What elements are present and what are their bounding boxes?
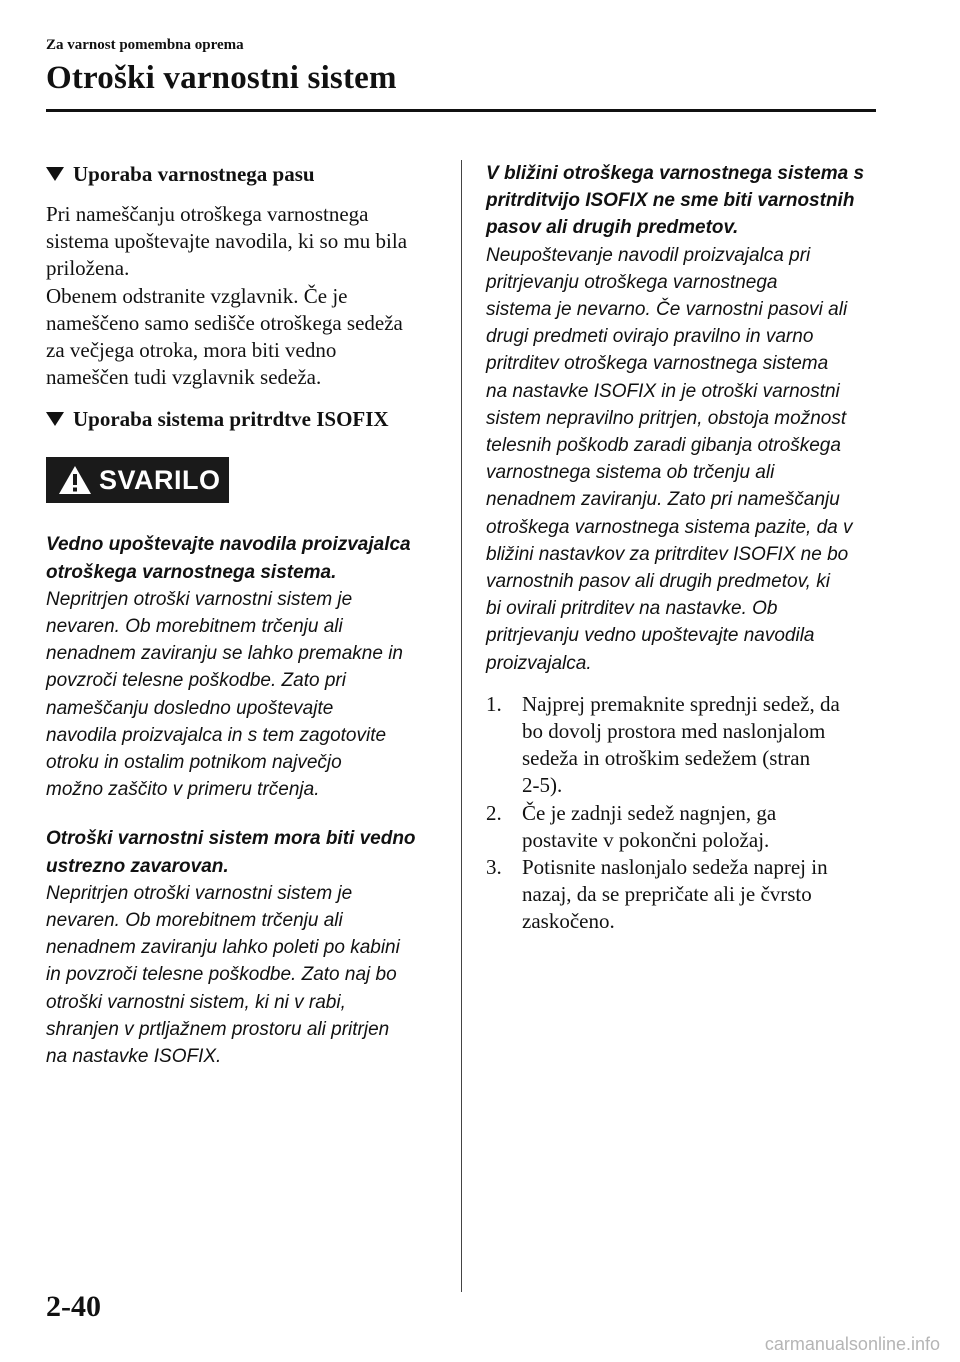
page-title: Otroški varnostni sistem	[46, 60, 397, 96]
text-line: navodila proizvajalca in s tem zagotovite	[46, 724, 387, 746]
text-line: na nastavke ISOFIX in je otroški varnostni	[486, 380, 840, 402]
text-line: nazaj, da se prepričate ali je čvrsto	[522, 882, 812, 907]
text-line: pritrditev otroškega varnostnega sistema	[486, 353, 829, 375]
text-line: otroku in ostalim potnikom največjo	[46, 752, 342, 774]
text-line: Pri nameščanju otroškega varnostnega	[46, 202, 369, 226]
text-line: na nastavke ISOFIX.	[46, 1046, 222, 1068]
seatbelt-paragraph	[46, 201, 441, 391]
text-line: sistema je nevarno. Če varnostni pasovi ali	[486, 299, 848, 321]
text-line: pritrjevanju otroškega varnostnega	[486, 271, 778, 293]
section-heading-isofix	[46, 405, 441, 433]
text-line: drugi predmeti ovirajo pravilno in varno	[486, 326, 814, 348]
text-line: postavite v pokončni položaj.	[522, 827, 770, 852]
text-line: Vedno upoštevajte navodila proizvajalca	[46, 534, 411, 556]
text-line: zaskočeno.	[522, 909, 615, 934]
step-text	[522, 800, 886, 854]
text-line: nameščeno samo sedišče otroškega sedeža	[46, 310, 403, 335]
text-line: Potisnite naslonjalo sedeža naprej in	[522, 855, 828, 880]
text-line: Neupoštevanje navodil proizvajalca pri	[486, 244, 811, 266]
watermark: carmanualsonline.info	[764, 1334, 940, 1354]
text-line: nevaren. Ob morebitnem trčenju ali	[46, 616, 343, 638]
text-line: nenadnem zaviranju se lahko premakne in	[46, 643, 403, 665]
text-line: Obenem odstranite vzglavnik. Če je	[46, 283, 348, 308]
text-line: nameščen tudi vzglavnik sedeža.	[46, 365, 322, 390]
section-heading-text: Uporaba sistema pritrdtve ISOFIX	[73, 407, 389, 432]
step-text	[522, 854, 886, 936]
text-line: priložena.	[46, 256, 130, 281]
header-rule	[46, 109, 876, 112]
text-line: otroškega varnostnega sistema.	[46, 561, 337, 583]
text-line: bo dovolj prostora med naslonjalom	[522, 719, 826, 744]
warning-label: SVARILO	[99, 464, 221, 495]
text-line: nevaren. Ob morebitnem trčenju ali	[46, 910, 343, 932]
text-line: možno zaščito v primeru trčenja.	[46, 779, 320, 801]
triangle-bullet-icon	[46, 412, 64, 426]
text-line: shranjen v prtljažnem prostoru ali pritrjen	[46, 1018, 390, 1040]
warning-text-1	[46, 586, 441, 804]
section-heading-seatbelt	[46, 160, 441, 188]
warning-text-2	[46, 880, 441, 1070]
page-number: 2-40	[46, 1290, 101, 1323]
warning-emphasis-2	[46, 825, 441, 879]
text-line: varnostnega sistema ob trčenju ali	[486, 462, 775, 484]
text-line: pritrjevanju vedno upoštevajte navodila	[486, 625, 815, 647]
text-line: bližini nastavkov za pritrditev ISOFIX ne bo	[486, 543, 849, 565]
triangle-bullet-icon	[46, 167, 64, 181]
page-header	[46, 36, 876, 98]
text-line: ustrezno zavarovan.	[46, 855, 229, 877]
list-item	[486, 854, 886, 936]
text-line: pasov ali drugih predmetov.	[486, 217, 739, 239]
text-line: varnostnih pasov ali drugih predmetov, ki	[486, 571, 830, 593]
step-number: 3.	[486, 855, 502, 880]
text-line: nenadnem zaviranju. Zato pri nameščanju	[486, 489, 840, 511]
text-line: otroškega varnostnega sistema pazite, da v	[486, 516, 853, 538]
warning-emphasis-3	[486, 160, 886, 242]
step-text	[522, 691, 886, 800]
text-line: proizvajalca.	[486, 652, 592, 674]
text-line: in povzroči telesne poškodbe. Zato naj bo	[46, 964, 397, 986]
text-line: Nepritrjen otroški varnostni sistem je	[46, 588, 353, 610]
text-line: sedeža in otroškim sedežem (stran	[522, 746, 811, 771]
list-item	[486, 691, 886, 800]
step-number: 2.	[486, 800, 502, 825]
warning-triangle-icon	[58, 465, 92, 495]
text-line: Nepritrjen otroški varnostni sistem je	[46, 882, 353, 904]
text-line: otroški varnostni sistem, ki ni v rabi,	[46, 991, 346, 1013]
text-line: povzroči telesne poškodbe. Zato pri	[46, 670, 346, 692]
text-line: Otroški varnostni sistem mora biti vedno	[46, 828, 416, 850]
right-column	[486, 160, 886, 936]
warning-badge	[46, 457, 229, 503]
text-line: telesnih poškodb zaradi gibanja otroškega	[486, 435, 841, 457]
text-line: sistema upoštevajte navodila, ki so mu bila	[46, 229, 408, 254]
step-list	[486, 691, 886, 936]
text-line: za večjega otroka, mora biti vedno	[46, 338, 337, 363]
text-line: pritrditvijo ISOFIX ne sme biti varnostnih	[486, 190, 855, 212]
text-line: Najprej premaknite sprednji sedež, da	[522, 691, 840, 716]
text-line: nameščanju dosledno upoštevajte	[46, 697, 334, 719]
column-divider	[461, 160, 462, 1292]
text-line: 2-5).	[522, 773, 563, 798]
text-line: bi ovirali pritrditev na nastavke. Ob	[486, 598, 778, 620]
breadcrumb: Za varnost pomembna oprema	[46, 37, 244, 53]
text-line: V bližini otroškega varnostnega sistema s	[486, 163, 865, 184]
section-heading-text: Uporaba varnostnega pasu	[73, 162, 315, 186]
text-line: sistem nepravilno pritrjen, obstoja možnost	[486, 407, 847, 429]
list-item	[486, 800, 886, 854]
warning-emphasis-1	[46, 531, 441, 585]
text-line: Če je zadnji sedež nagnjen, ga	[522, 800, 777, 825]
warning-text-3	[486, 242, 886, 677]
step-number: 1.	[486, 691, 502, 716]
text-line: nenadnem zaviranju lahko poleti po kabini	[46, 937, 400, 959]
left-column	[46, 160, 441, 1070]
